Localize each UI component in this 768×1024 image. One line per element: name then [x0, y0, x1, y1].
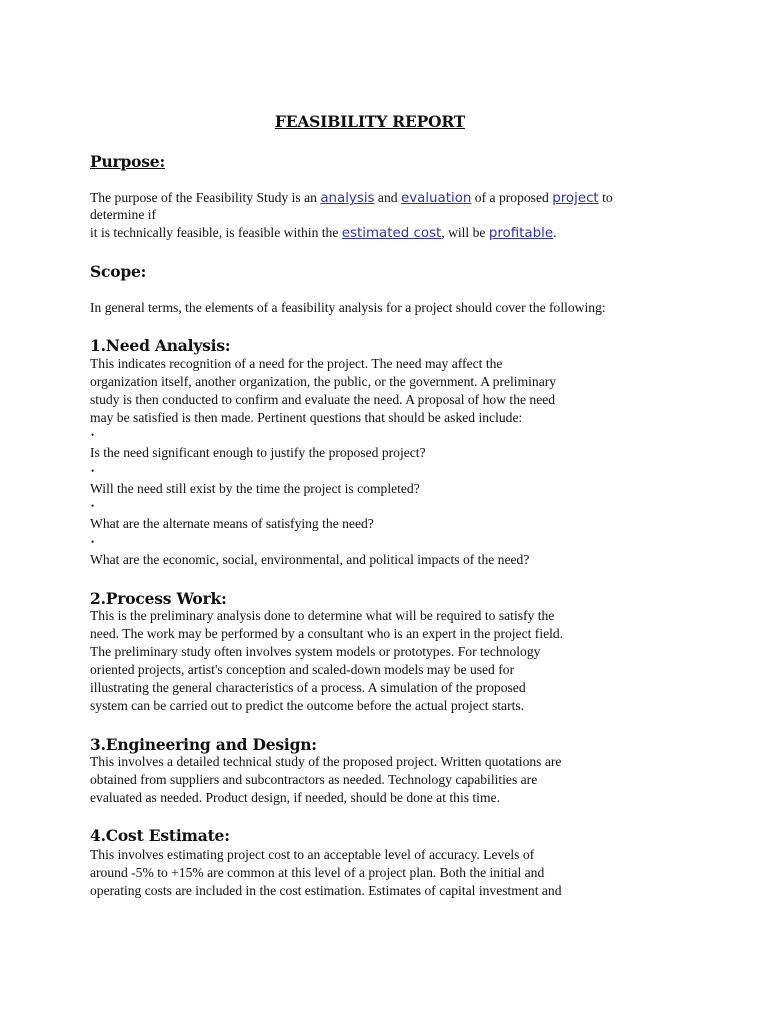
cost-estimate-line: operating costs are included in the cost estimation. Estimates of capital investment and [90, 883, 562, 898]
purpose-text: of a proposed [471, 190, 553, 205]
engineering-design-heading: 3.Engineering and Design: [90, 735, 317, 754]
process-work-line: need. The work may be performed by a consultant who is an expert in the project field. [90, 626, 564, 641]
bullet-marker: • [91, 537, 95, 547]
purpose-text: and [374, 190, 401, 205]
process-work-line: system can be carried out to predict the outcome before the actual project starts. [90, 698, 525, 713]
process-work-heading: 2.Process Work: [90, 589, 227, 608]
engineering-design-line: evaluated as needed. Product design, if needed, should be done at this time. [90, 790, 500, 805]
link-evaluation[interactable]: evaluation [400, 191, 472, 206]
cost-estimate-line: around -5% to +15% are common at this level of a project plan. Both the initial and [90, 865, 545, 880]
cost-estimate-heading: 4.Cost Estimate: [90, 826, 230, 845]
scope-heading: Scope: [90, 262, 147, 281]
process-work-line: oriented projects, artist's conception and scaled-down models may be used for [90, 662, 515, 677]
need-analysis-line: study is then conducted to confirm and evaluate the need. A proposal of how the need [90, 392, 556, 407]
need-question: What are the economic, social, environmental, and political impacts of the need? [90, 552, 530, 567]
purpose-text: The purpose of the Feasibility Study is an [90, 190, 321, 205]
engineering-design-line: This involves a detailed technical study of the proposed project. Written quotations are [90, 754, 562, 769]
need-analysis-line: may be satisfied is then made. Pertinent questions that should be asked include: [90, 410, 523, 425]
link-project[interactable]: project [552, 191, 599, 206]
engineering-design-line: obtained from suppliers and subcontractors as needed. Technology capabilities are [90, 772, 538, 787]
link-analysis[interactable]: analysis [320, 191, 375, 206]
purpose-line-2: determine if [90, 207, 157, 222]
report-title: FEASIBILITY REPORT [274, 112, 466, 131]
process-work-line: This is the preliminary analysis done to determine what will be required to satisfy the [90, 608, 555, 623]
purpose-text: . [553, 225, 557, 240]
need-analysis-line: This indicates recognition of a need for the project. The need may affect the [90, 356, 503, 371]
need-question: Is the need significant enough to justify the proposed project? [90, 445, 426, 460]
bullet-marker: • [91, 501, 95, 511]
link-profitable[interactable]: profitable [488, 226, 554, 241]
need-analysis-heading: 1.Need Analysis: [90, 336, 231, 355]
need-question: What are the alternate means of satisfying the need? [90, 516, 374, 531]
need-analysis-line: organization itself, another organization, the public, or the government. A preliminary [90, 374, 557, 389]
purpose-line-3 [90, 224, 557, 243]
link-estimated-cost[interactable]: estimated cost [341, 226, 442, 241]
need-question: Will the need still exist by the time the project is completed? [90, 481, 420, 496]
process-work-line: illustrating the general characteristics of a process. A simulation of the proposed [90, 680, 526, 695]
purpose-text: , will be [441, 225, 489, 240]
cost-estimate-line: This involves estimating project cost to an acceptable level of accuracy. Levels of [90, 847, 535, 862]
scope-text: In general terms, the elements of a feasibility analysis for a project should cover the following: [90, 300, 606, 315]
purpose-heading: Purpose: [90, 152, 165, 171]
bullet-marker: • [91, 466, 95, 476]
purpose-text: it is technically feasible, is feasible within the [90, 225, 342, 240]
process-work-line: The preliminary study often involves system models or prototypes. For technology [90, 644, 541, 659]
bullet-marker: • [91, 430, 95, 440]
purpose-line-1 [90, 189, 613, 208]
purpose-text: to [598, 190, 613, 205]
